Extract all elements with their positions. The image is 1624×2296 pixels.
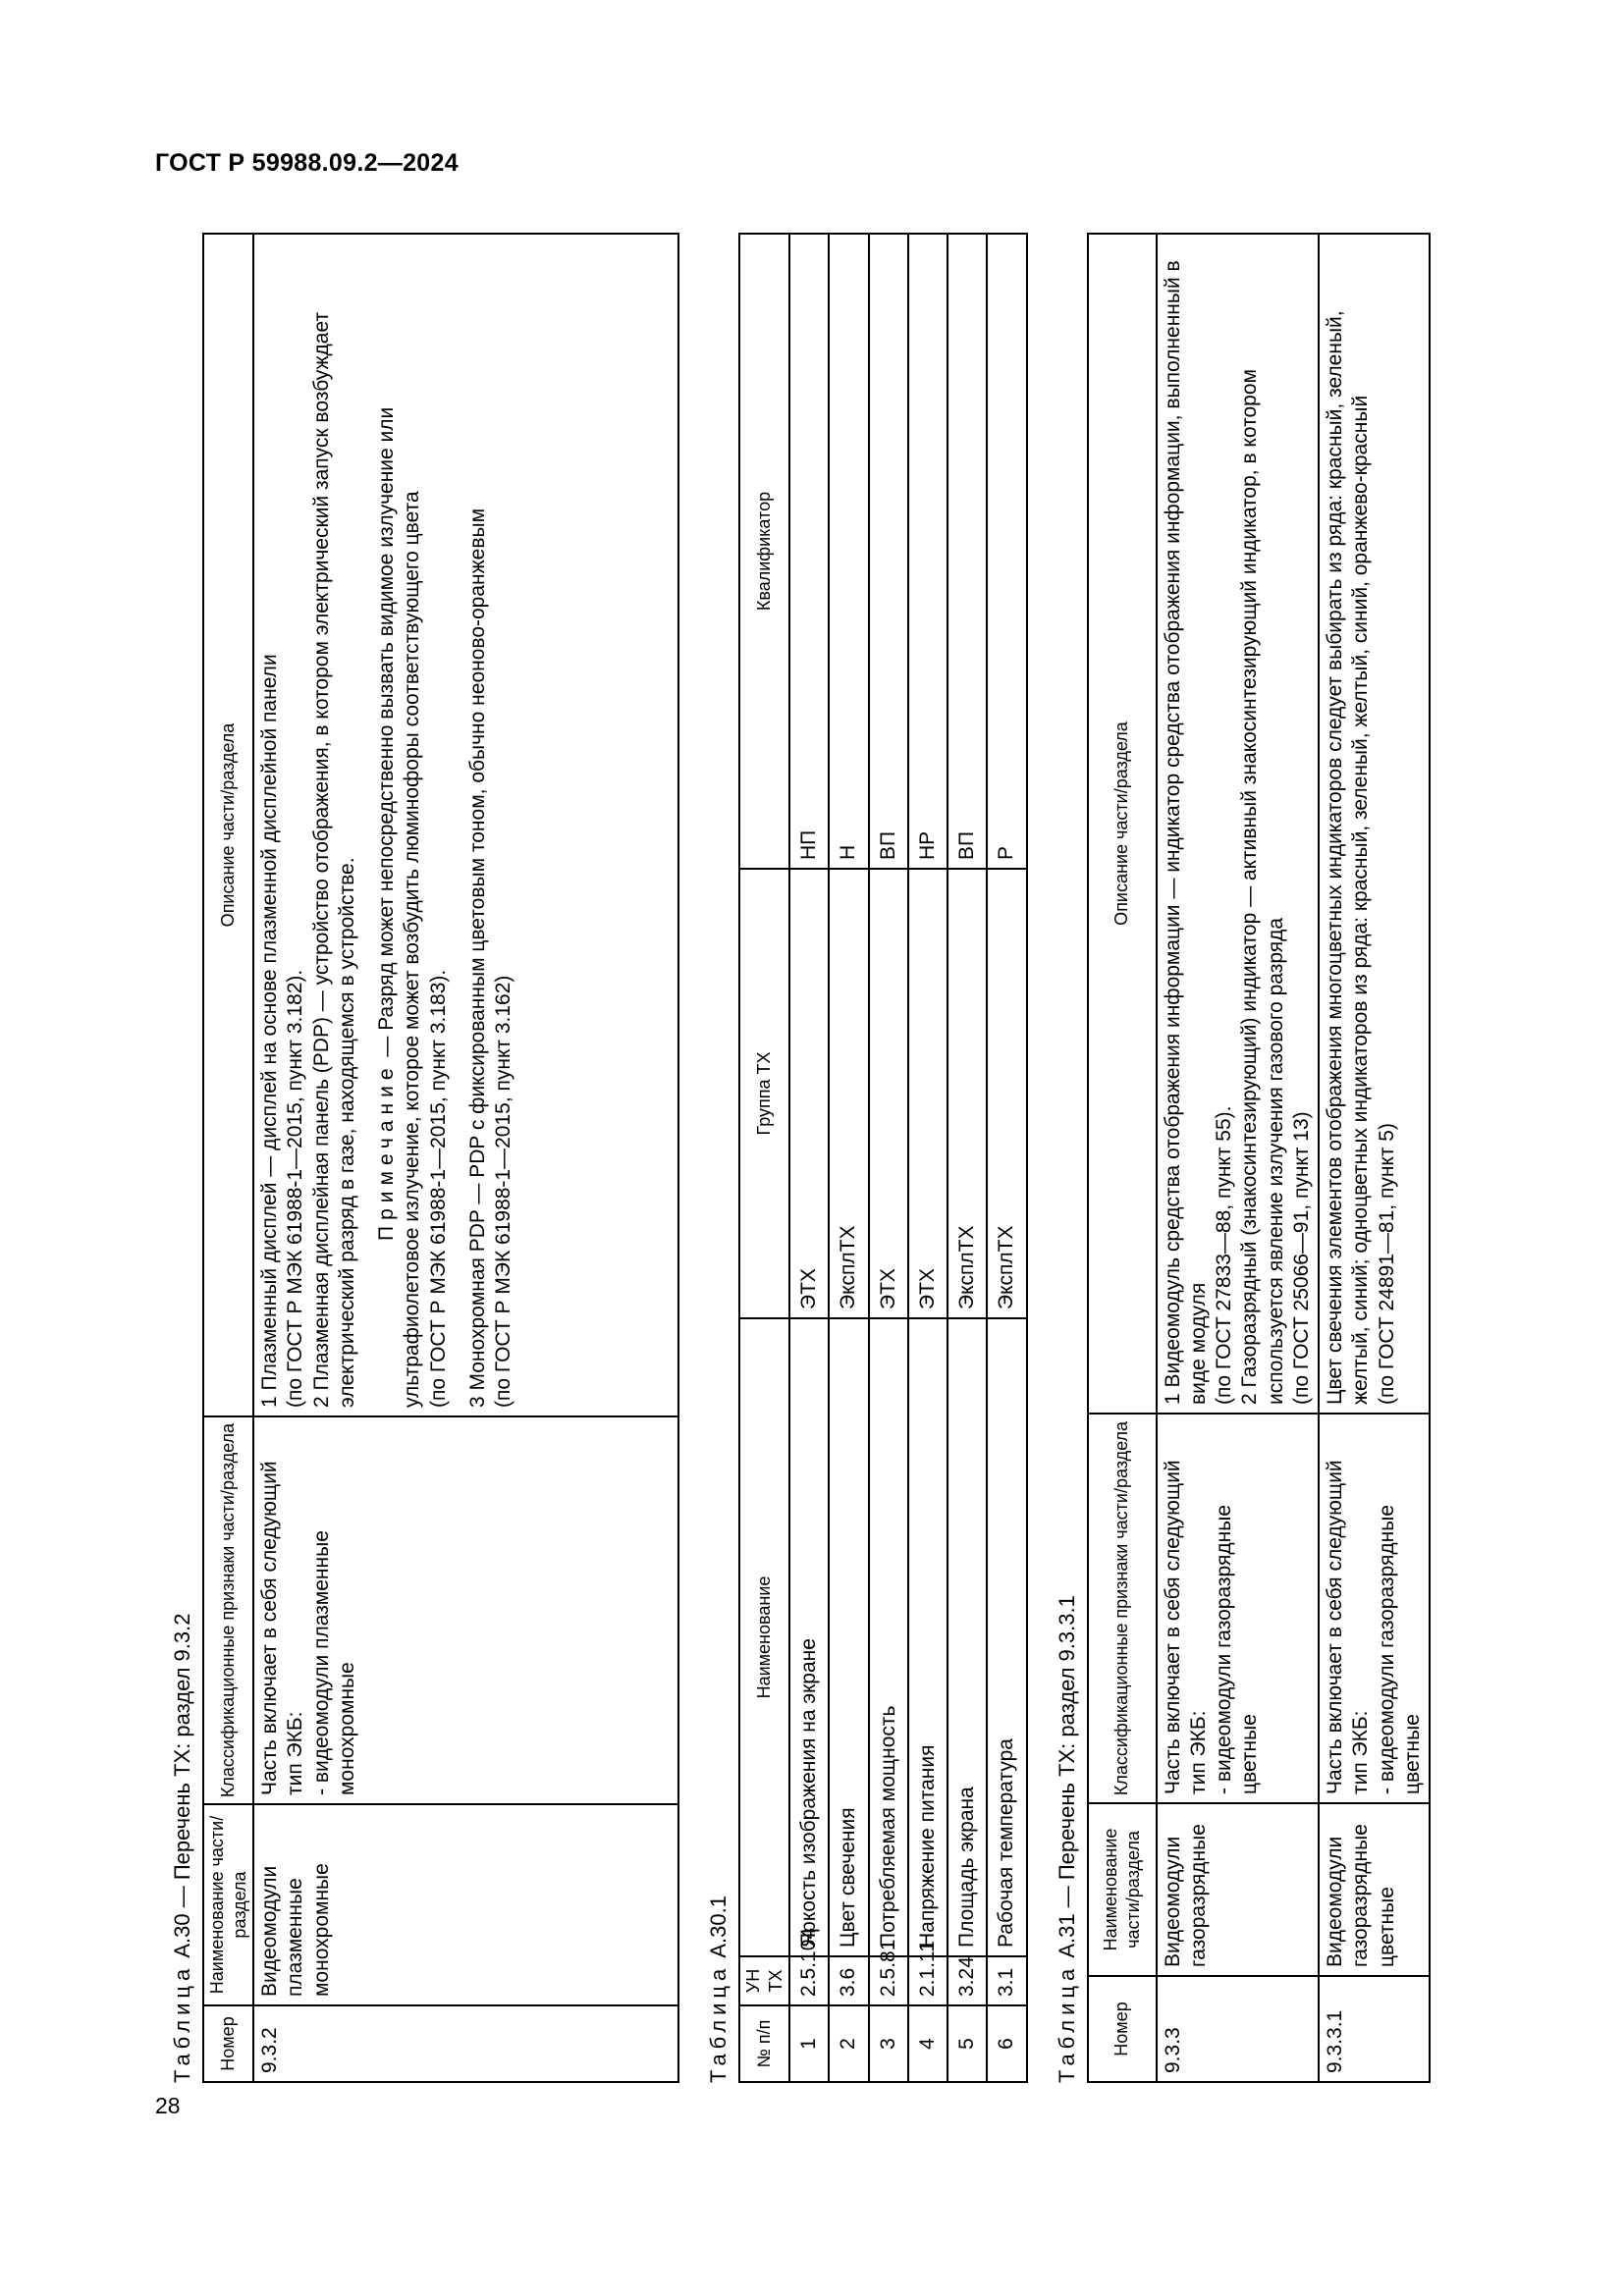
cell: НП (789, 234, 829, 869)
cell: Напряжение питания (908, 1318, 947, 1956)
cell: Площадь экрана (947, 1318, 987, 1956)
col-header: Классификационные признаки части/раздела (203, 1416, 253, 1804)
cell: Р (987, 234, 1026, 869)
cell: 3.6 (829, 1956, 868, 2005)
caption-prefix: Таблица (170, 1963, 194, 2083)
cell-number: 9.3.3.1 (1319, 1976, 1430, 2082)
caption-prefix: Таблица (1054, 1963, 1079, 2083)
cell: 6 (987, 2005, 1026, 2082)
desc-item: 1 Видеомодуль средства отображения информации — индикатор средства отображения информации, выполненный в виде модуля (1161, 260, 1210, 1405)
cell-classification: Часть включает в себя следующий тип ЭКБ: - видеомодули газоразрядные цветные (1319, 1414, 1430, 1803)
col-header: № п/п (739, 2005, 789, 2082)
cell-number: 9.3.3 (1157, 1976, 1320, 2082)
cell-name: Видеомодули плазменные монохромные (253, 1804, 678, 2005)
table-a31 (1087, 233, 1432, 2083)
col-header: Описание части/раздела (203, 234, 253, 1416)
col-header: Классификационные признаки части/раздела (1088, 1414, 1157, 1803)
col-header: Квалификатор (739, 234, 789, 869)
cell-description (1157, 234, 1320, 1414)
cell: 2.5.104 (789, 1956, 829, 2005)
table-a30-caption (169, 228, 196, 2083)
desc-ref: (по ГОСТ Р МЭК 61988-1—2015, пункт 3.162) (492, 975, 514, 1408)
desc-ref: (по ГОСТ 27833—88, пункт 55). (1213, 1105, 1235, 1405)
table-header-row (203, 234, 253, 2082)
table-a31-caption (1054, 228, 1081, 2083)
table-row (1319, 234, 1430, 2082)
cell: 1 (789, 2005, 829, 2082)
cell: 3.1 (987, 1956, 1026, 2005)
cell: Н (829, 234, 868, 869)
cell: 4 (908, 2005, 947, 2082)
table-a30 (202, 233, 679, 2083)
col-header: Описание части/раздела (1088, 234, 1157, 1414)
cell-classification: Часть включает в себя следующий тип ЭКБ: - видеомодули газоразрядные цветные (1157, 1414, 1320, 1803)
table-row (253, 234, 678, 2082)
cell: ВП (947, 234, 987, 869)
caption-text: А.31 — Перечень ТХ: раздел 9.3.3.1 (1054, 1595, 1079, 1964)
cell-description (1319, 234, 1430, 1414)
cell: Потребляемая мощность (869, 1318, 908, 1956)
note-label: Примечание (375, 1062, 398, 1241)
cell: ЭТХ (789, 869, 829, 1318)
table-row (947, 234, 987, 2082)
cell-name: Видеомодули газоразрядные цветные (1319, 1803, 1430, 1976)
desc-item: 1 Плазменный дисплей — дисплей на основе плазменной дисплейной панели (258, 654, 281, 1408)
cell: ЭксплТХ (947, 869, 987, 1318)
table-header-row (1088, 234, 1157, 2082)
cell-description (253, 234, 678, 1416)
cell: Цвет свечения (829, 1318, 868, 1956)
table-header-row (739, 234, 789, 2082)
cell: ЭТХ (869, 869, 908, 1318)
desc-ref: (по ГОСТ 24891—81, пункт 5) (1375, 1123, 1398, 1405)
col-header: Наименование части/раздела (203, 1804, 253, 2005)
col-header: Наименование (739, 1318, 789, 1956)
cell: ЭксплТХ (829, 869, 868, 1318)
desc-item: 2 Плазменная дисплейная панель (PDP) — устройство отображения, в котором электрический запуск возбуждает электрический разряд в газе, находящемся в устройстве. (309, 311, 358, 1408)
cell: Рабочая температура (987, 1318, 1026, 1956)
cell-name: Видеомодули газоразрядные (1157, 1803, 1320, 1976)
table-row (1157, 234, 1320, 2082)
col-header: УН ТХ (739, 1956, 789, 2005)
desc-ref: (по ГОСТ 25066—91, пункт 13) (1289, 1111, 1313, 1405)
table-row (869, 234, 908, 2082)
note-text: — Разряд может непосредственно вызвать видимое излучение или ультрафиолетовое излучение, которое может возбудить люминофоры соответствующего цвета (375, 406, 424, 1408)
table-row (987, 234, 1026, 2082)
cell: 2.1.11 (908, 1956, 947, 2005)
note (374, 242, 426, 1408)
col-header: Номер (1088, 1976, 1157, 2082)
table-row (789, 234, 829, 2082)
caption-prefix: Таблица (706, 1963, 731, 2083)
desc-ref: (по ГОСТ Р МЭК 61988-1—2015, пункт 3.182). (284, 969, 307, 1408)
cell: ВП (869, 234, 908, 869)
cell: 2 (829, 2005, 868, 2082)
document-id: ГОСТ Р 59988.09.2—2024 (155, 149, 459, 177)
cell: 3 (869, 2005, 908, 2082)
cell: ЭТХ (908, 869, 947, 1318)
col-header: Группа ТХ (739, 869, 789, 1318)
cell: 5 (947, 2005, 987, 2082)
caption-text: А.30.1 (706, 1896, 731, 1964)
cell: 3.24 (947, 1956, 987, 2005)
cell-classification: Часть включает в себя следующий тип ЭКБ: - видеомодули плазменные монохромные (253, 1416, 678, 1804)
cell: Яркость изображения на экране (789, 1318, 829, 1956)
table-a30-1-caption (705, 228, 732, 2083)
table-a30-1 (738, 233, 1028, 2083)
col-header: Наименование части/раздела (1088, 1803, 1157, 1976)
cell: ЭксплТХ (987, 869, 1026, 1318)
cell: НР (908, 234, 947, 869)
desc-item: 3 Монохромная PDP — PDP с фиксированным цветовым тоном, обычно неоново-оранжевым (465, 507, 489, 1408)
cell: 2.5.81 (869, 1956, 908, 2005)
table-row (908, 234, 947, 2082)
col-header: Номер (203, 2005, 253, 2082)
cell-number: 9.3.2 (253, 2005, 678, 2082)
page-number: 28 (155, 2093, 181, 2118)
note-ref: (по ГОСТ Р МЭК 61988-1—2015, пункт 3.183). (426, 969, 450, 1408)
desc-item: 2 Газоразрядный (знакосинтезирующий) индикатор — активный знакосинтезирующий индикатор, в котором используется явление излучения газового разряда (1238, 369, 1287, 1405)
caption-text: А.30 — Перечень ТХ: раздел 9.3.2 (170, 1613, 194, 1964)
table-row (829, 234, 868, 2082)
rotated-content (169, 228, 1485, 2083)
desc-item: Цвет свечения элементов отображения многоцветных индикаторов следует выбирать из ряда: красный, зеленый, желтый, синий; одноцветных индикаторов из ряда: красный, зеленый, желтый, синий, оранжево-красный (1324, 310, 1373, 1405)
